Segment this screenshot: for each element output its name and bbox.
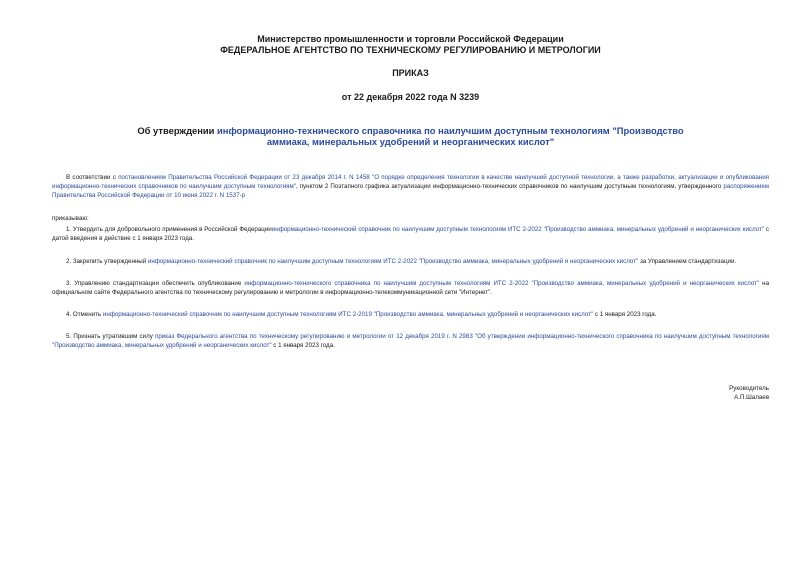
p1-text-1: 1. Утвердить для добровольного применения в Российской Федерации <box>66 226 272 233</box>
agency-name: ФЕДЕРАЛЬНОЕ АГЕНТСТВО ПО ТЕХНИЧЕСКОМУ РЕГУЛИРОВАНИЮ И МЕТРОЛОГИИ <box>220 45 601 55</box>
intro-paragraph <box>52 173 769 200</box>
p1-text-2: с датой введения в действие с 1 января 2023 года. <box>52 226 769 242</box>
p4-link[interactable]: информационно-технический справочник по наилучшим доступным технологиям ИТС 2-2019 "Производство аммиака, минеральных удобрений и неорганических кислот" <box>102 311 594 318</box>
p3-text-2: на официальном сайте Федерального агентства по техническому регулированию и метрологии в информационно-телекоммуникационной сети "Интернет". <box>52 280 770 296</box>
title-prefix: Об утверждении <box>137 125 218 136</box>
paragraph-4 <box>52 310 769 319</box>
p4-text-2: с 1 января 2023 года. <box>593 311 657 318</box>
intro-link-order[interactable]: распоряжением Правительства Российской Федерации от 10 июня 2022 г. N 1537-р <box>52 183 770 199</box>
document-title <box>122 125 699 147</box>
title-link[interactable]: информационно-технического справочника по наилучшим доступным технологиям "Производство аммиака, минеральных удобрений и неорганических кислот" <box>217 125 684 147</box>
p5-text-2: с 1 января 2023 года. <box>271 342 335 349</box>
paragraph-2 <box>52 257 769 266</box>
p2-text-1: 2. Закрепить утвержденный <box>66 258 148 265</box>
orders-label: приказываю: <box>52 215 89 222</box>
p1-link[interactable]: информационно-технический справочник по наилучшим доступным технологиям ИТС 2-2022 "Производство аммиака, минеральных удобрений и неорганических кислот" <box>271 226 765 233</box>
p5-link[interactable]: приказ Федерального агентства по техническому регулированию и метрологии от 12 декабря 2019 г. N 2983 "Об утверждении информационно-технического справочника по наилучшим доступным технологиям "Производство аммиака, минеральных удобрений и неорганических кислот" <box>52 333 769 349</box>
p4-text-1: 4. Отменить <box>66 311 103 318</box>
intro-text-2: , пунктом 2 Поэтапного графика актуализации информационно-технических справочников по наилучшим доступным технологиям, утвержденного <box>295 183 724 190</box>
signature-name: А.П.Шалаев <box>734 394 769 401</box>
p3-text-1: 3. Управлению стандартизации обеспечить опубликование <box>66 280 245 287</box>
paragraph-5 <box>52 332 769 350</box>
p2-link[interactable]: информационно-технический справочник по наилучшим доступным технологиям ИТС 2-2022 "Производство аммиака, минеральных удобрений и неорганических кислот" <box>147 258 639 265</box>
p2-text-2: за Управлением стандартизации. <box>638 258 737 265</box>
document-date-number: от 22 декабря 2022 года N 3239 <box>341 92 480 102</box>
signature-role: Руководитель <box>729 385 769 392</box>
intro-text-1: В соответствии с <box>66 174 119 181</box>
paragraph-1 <box>52 225 769 243</box>
intro-link-resolution[interactable]: постановлением Правительства Российской Федерации от 23 декабря 2014 г. N 1458 "О порядке определения технологии в качестве наилучшей доступной технологии, а также разработки, актуализации и опубликования информационно-технических справочников по наилучшим доступным технологиям" <box>52 174 770 190</box>
signature-block <box>729 384 769 402</box>
ministry-name: Министерство промышленности и торговли Российской Федерации <box>257 34 564 44</box>
p5-text-1: 5. Признать утратившим силу <box>66 333 155 340</box>
document-type: ПРИКАЗ <box>392 68 429 78</box>
p3-link[interactable]: информационно-технического справочника по наилучшим доступным технологиям ИТС 2-2022 "Производство аммиака, минеральных удобрений и неорганических кислот" <box>244 280 760 287</box>
paragraph-3 <box>52 279 769 297</box>
